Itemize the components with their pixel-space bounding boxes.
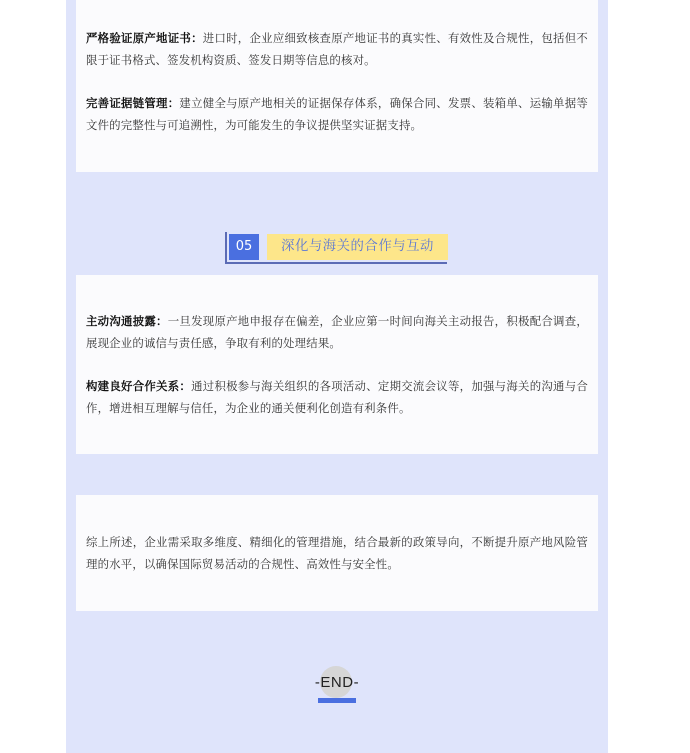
end-text: -END- <box>314 674 360 691</box>
paragraph-body: 进口时，企业应细致核查原产地证书的真实性、有效性及合规性，包括但不限于证书格式、签发机构资质、签发日期等信息的核对。 <box>86 31 588 67</box>
article-column <box>66 0 608 753</box>
content-card-05 <box>76 275 598 454</box>
paragraph-conclusion: 综上所述，企业需采取多维度、精细化的管理措施，结合最新的政策导向，不断提升原产地风险管理的水平，以确保国际贸易活动的合规性、高效性与安全性。 <box>86 535 588 571</box>
end-underline <box>318 698 356 703</box>
paragraph-body: 通过积极参与海关组织的各项活动、定期交流会议等，加强与海关的沟通与合作，增进相互理解与信任，为企业的通关便利化创造有利条件。 <box>86 379 588 415</box>
paragraph-lead: 完善证据链管理： <box>86 96 180 110</box>
content-card-prev <box>76 0 598 172</box>
section-title: 深化与海关的合作与互动 <box>267 234 448 260</box>
conclusion-card <box>76 495 598 611</box>
section-number: 05 <box>229 234 259 260</box>
end-mark <box>312 664 362 704</box>
paragraph-lead: 严格验证原产地证书： <box>86 31 203 45</box>
paragraph-lead: 主动沟通披露： <box>86 314 168 328</box>
paragraph-evidence-chain <box>86 92 588 136</box>
paragraph-lead: 构建良好合作关系： <box>86 379 192 393</box>
paragraph-body: 建立健全与原产地相关的证据保存体系，确保合同、发票、装箱单、运输单据等文件的完整性与可追溯性，为可能发生的争议提供坚实证据支持。 <box>86 96 588 132</box>
paragraph-verify-certificate <box>86 27 588 71</box>
paragraph-cooperation <box>86 375 588 419</box>
paragraph-body: 一旦发现原产地申报存在偏差，企业应第一时间向海关主动报告，积极配合调查，展现企业的诚信与责任感，争取有利的处理结果。 <box>86 314 588 350</box>
section-heading-05 <box>225 232 450 264</box>
paragraph-active-disclosure <box>86 310 588 354</box>
